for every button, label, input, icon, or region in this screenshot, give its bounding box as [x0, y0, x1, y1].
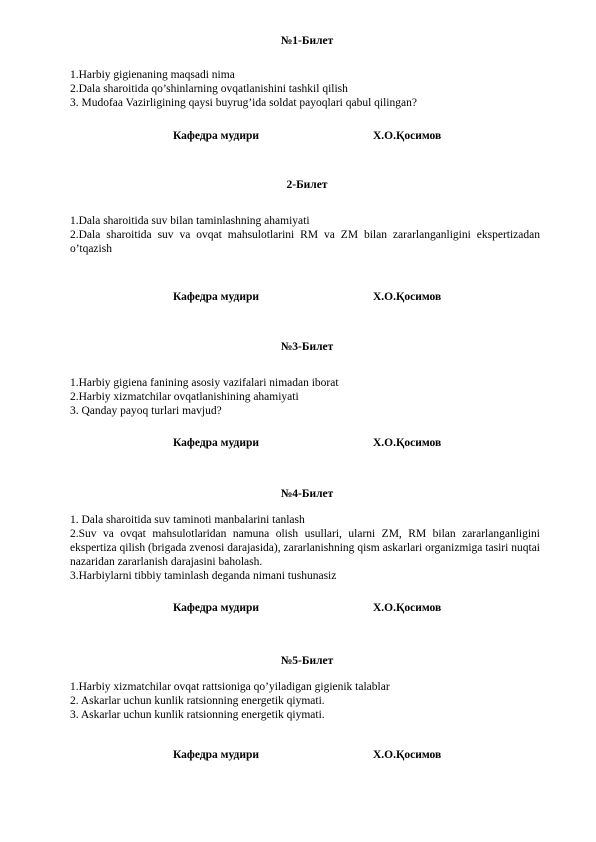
- ticket-5: [0, 654, 596, 668]
- signature-name: Х.О.Қосимов: [373, 130, 442, 142]
- question: 1.Harbiy gigiena fanining asosiy vazifalari nimadan iborat: [70, 377, 339, 389]
- question: 2.Dala sharoitida qo’shinlarning ovqatlanishini tashkil qilish: [70, 83, 348, 95]
- signature-role: Кафедра мудири: [173, 291, 260, 303]
- signature-line: [0, 601, 596, 615]
- ticket-4-questions: [0, 513, 596, 583]
- ticket-title: №3-Билет: [280, 341, 334, 353]
- question: 3. Mudofaa Vazirligining qaysi buyrug’ida soldat payoqlari qabul qilingan?: [70, 97, 417, 109]
- question: 1. Dala sharoitida suv taminoti manbalarini tanlash: [70, 514, 305, 526]
- question: 3. Askarlar uchun kunlik ratsionning energetik qiymati.: [70, 709, 325, 721]
- ticket-5-questions: [0, 680, 596, 722]
- ticket-1: [0, 34, 596, 48]
- ticket-4: [0, 487, 596, 501]
- question: 2.Suv va ovqat mahsulotlaridan namuna olish usullari, ularni ZM, RM bilan zararlanganligini ekspertiza qilish (brigada zvenosi darajasida), zararlanishning qism askarlari organizmiga tasiri nuqtai nazaridan zararlanish darajasini baholash.: [70, 528, 540, 568]
- ticket-3: [0, 340, 596, 354]
- ticket-3-questions: [0, 376, 596, 418]
- question: 1.Harbiy gigienaning maqsadi nima: [70, 69, 235, 81]
- signature-name: Х.О.Қосимов: [373, 749, 442, 761]
- signature-line: [0, 290, 596, 304]
- signature-role: Кафедра мудири: [173, 437, 260, 449]
- question: 2.Dala sharoitida suv va ovqat mahsulotlarini RM va ZM bilan zararlanganligini ekspertizadan o’tqazish: [70, 229, 540, 255]
- signature-name: Х.О.Қосимов: [373, 602, 442, 614]
- question: 2.Harbiy xizmatchilar ovqatlanishining ahamiyati: [70, 391, 299, 403]
- question: 1.Dala sharoitida suv bilan taminlashning ahamiyati: [70, 215, 310, 227]
- signature-name: Х.О.Қосимов: [373, 291, 442, 303]
- signature-line: [0, 436, 596, 450]
- signature-name: Х.О.Қосимов: [373, 437, 442, 449]
- question: 2. Askarlar uchun kunlik ratsionning energetik qiymati.: [70, 695, 325, 707]
- signature-role: Кафедра мудири: [173, 602, 260, 614]
- signature-role: Кафедра мудири: [173, 749, 260, 761]
- ticket-title: 2-Билет: [286, 179, 328, 191]
- ticket-1-questions: [0, 68, 596, 110]
- ticket-2: [0, 178, 596, 192]
- ticket-2-questions: [0, 214, 596, 256]
- question: 3.Harbiylarni tibbiy taminlash deganda nimani tushunasiz: [70, 570, 337, 582]
- signature-role: Кафедра мудири: [173, 130, 260, 142]
- ticket-title: №5-Билет: [280, 655, 334, 667]
- ticket-title: №1-Билет: [280, 35, 334, 47]
- signature-line: [0, 129, 596, 143]
- question: 3. Qanday payoq turlari mavjud?: [70, 405, 222, 417]
- signature-line: [0, 748, 596, 762]
- question: 1.Harbiy xizmatchilar ovqat rattsioniga qo’yiladigan gigienik talablar: [70, 681, 390, 693]
- ticket-title: №4-Билет: [280, 488, 334, 500]
